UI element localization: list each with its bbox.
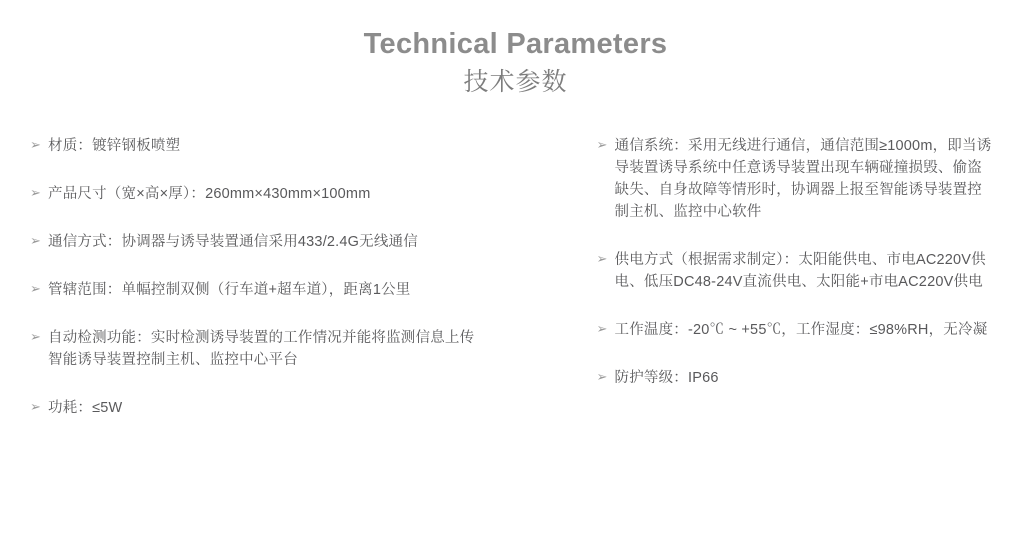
page-header [0,0,1031,99]
list-item [30,135,477,157]
list-item-text: 材质：镀锌钢板喷塑 [48,137,181,154]
list-item [30,327,477,371]
list-item [30,231,477,253]
arrow-bullet-icon: ➢ [30,281,41,297]
list-item-text: 自动检测功能：实时检测诱导装置的工作情况并能将监测信息上传智能诱导装置控制主机、监控中心平台 [48,329,475,368]
list-item-text: 工作温度：-20℃ ~ +55℃，工作湿度：≤98%RH，无冷凝 [614,321,988,338]
list-item-text: 功耗：≤5W [48,399,123,416]
arrow-bullet-icon: ➢ [596,321,608,337]
arrow-bullet-icon: ➢ [596,251,608,267]
page-title-chinese: 技术参数 [463,68,568,97]
arrow-bullet-icon: ➢ [596,137,608,153]
arrow-bullet-icon: ➢ [30,233,41,249]
list-item [30,279,477,301]
list-item [597,367,994,389]
list-item [597,249,994,293]
arrow-bullet-icon: ➢ [30,399,41,415]
list-item [30,183,477,205]
list-item-text: 防护等级：IP66 [614,369,719,386]
arrow-bullet-icon: ➢ [30,185,41,201]
page-title-english: Technical Parameters [363,28,668,60]
arrow-bullet-icon: ➢ [30,137,41,153]
list-item-text: 产品尺寸（宽×高×厚）：260mm×430mm×100mm [48,185,371,202]
list-item [597,319,994,341]
list-item [30,397,477,419]
arrow-bullet-icon: ➢ [30,329,41,345]
list-item-text: 通信系统：采用无线进行通信，通信范围≥1000m，即当诱导装置诱导系统中任意诱导装置出现车辆碰撞损毁、偷盗缺失、自身故障等情形时，协调器上报至智能诱导装置控制主机、监控中心软件 [614,137,992,220]
parameters-columns [0,135,1031,445]
right-parameters-column [517,135,1004,445]
arrow-bullet-icon: ➢ [596,369,608,385]
list-item [597,135,994,223]
list-item-text: 管辖范围：单幅控制双侧（行车道+超车道），距离1公里 [48,281,411,298]
list-item-text: 通信方式：协调器与诱导装置通信采用433/2.4G无线通信 [48,233,418,250]
left-parameters-column [30,135,517,445]
list-item-text: 供电方式（根据需求制定）：太阳能供电、市电AC220V供电、低压DC48-24V直流供电、太阳能+市电AC220V供电 [614,251,986,290]
